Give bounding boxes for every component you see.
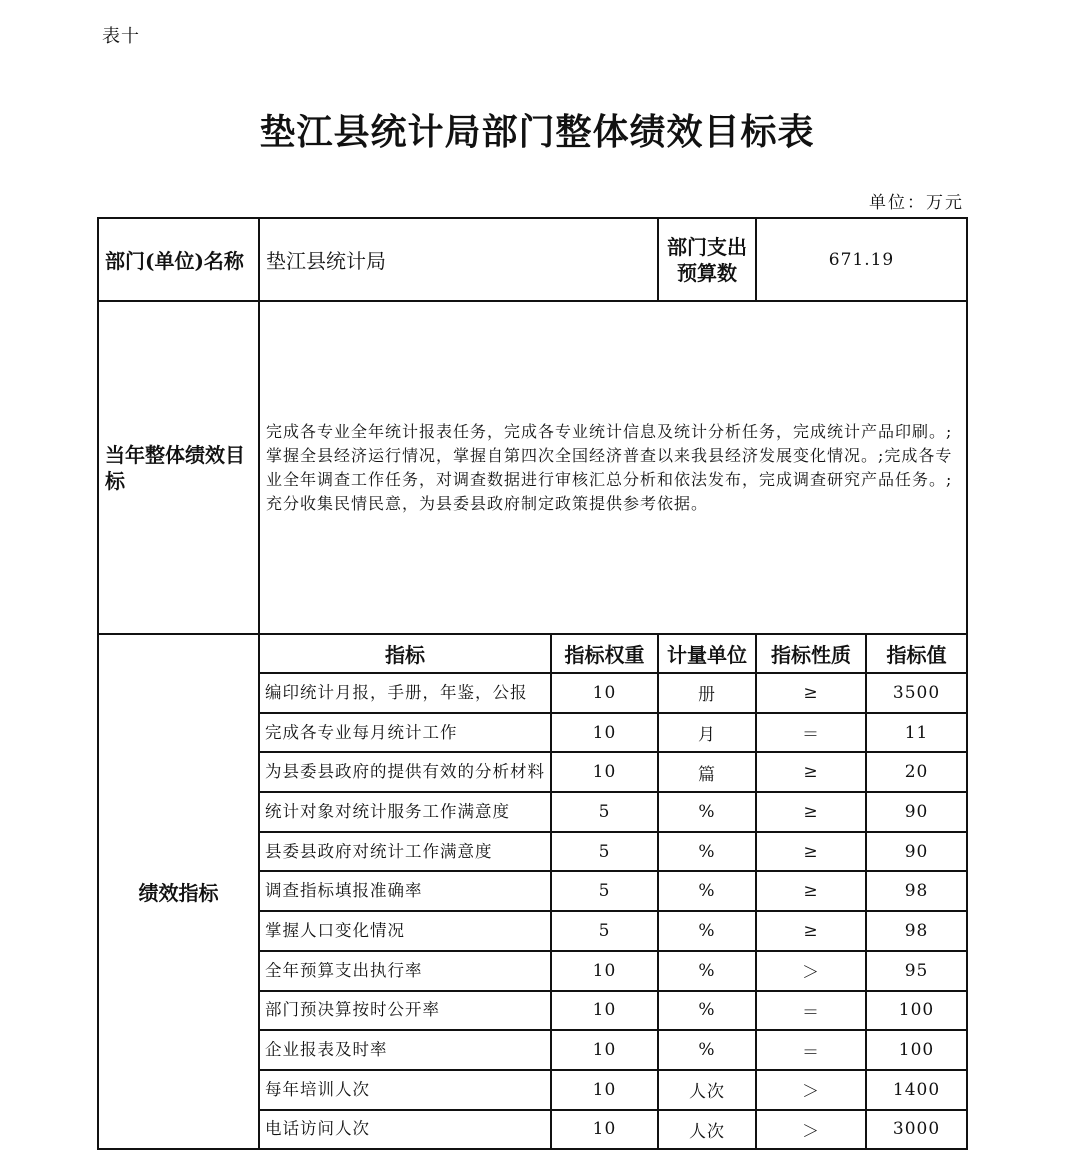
indicator-unit: 人次 — [658, 1110, 756, 1150]
indicator-nature: ≥ — [756, 911, 866, 951]
dept-row — [98, 218, 967, 301]
goal-text: 完成各专业全年统计报表任务，完成各专业统计信息及统计分析任务，完成统计产品印刷。;掌握全县经济运行情况，掌握自第四次全国经济普查以来我县经济发展变化情况。;完成各专业全年调查工作任务，对调查数据进行审核汇总分析和依法发布，完成调查研究产品任务。;充分收集民情民意，为县委县政府制定政策提供参考依据。 — [259, 301, 967, 634]
budget-value: 671.19 — [756, 218, 967, 301]
indicator-value: 98 — [866, 911, 967, 951]
indicator-value: 100 — [866, 991, 967, 1031]
indicator-name: 编印统计月报，手册，年鉴，公报 — [259, 673, 551, 713]
indicator-value: 90 — [866, 832, 967, 872]
indicator-nature: ＞ — [756, 1110, 866, 1150]
indicator-nature: ＝ — [756, 1030, 866, 1070]
indicator-weight: 10 — [551, 713, 658, 753]
indicator-value: 100 — [866, 1030, 967, 1070]
indicator-weight: 10 — [551, 951, 658, 991]
indicator-name: 电话访问人次 — [259, 1110, 551, 1150]
indicator-value: 3000 — [866, 1110, 967, 1150]
indicator-weight: 10 — [551, 991, 658, 1031]
indicator-value: 1400 — [866, 1070, 967, 1110]
indicator-value: 98 — [866, 871, 967, 911]
indicator-nature: ≥ — [756, 752, 866, 792]
header-nature: 指标性质 — [756, 634, 866, 673]
indicator-value: 90 — [866, 792, 967, 832]
indicator-unit: % — [658, 832, 756, 872]
indicator-unit: % — [658, 1030, 756, 1070]
indicator-unit: 月 — [658, 713, 756, 753]
budget-label-line1: 部门支出 — [667, 234, 747, 259]
indicator-nature: ＞ — [756, 1070, 866, 1110]
indicator-weight: 5 — [551, 911, 658, 951]
indicator-name: 县委县政府对统计工作满意度 — [259, 832, 551, 872]
indicator-weight: 10 — [551, 752, 658, 792]
page-title: 垫江县统计局部门整体绩效目标表 — [259, 111, 815, 153]
indicator-nature: ＝ — [756, 991, 866, 1031]
indicator-unit: % — [658, 911, 756, 951]
indicator-nature: ＞ — [756, 951, 866, 991]
indicator-value: 20 — [866, 752, 967, 792]
budget-label-line2: 预算数 — [677, 260, 737, 285]
indicator-nature: ＝ — [756, 713, 866, 753]
indicator-unit: 篇 — [658, 752, 756, 792]
indicator-unit: 人次 — [658, 1070, 756, 1110]
indicator-unit: 册 — [658, 673, 756, 713]
indicator-weight: 10 — [551, 1030, 658, 1070]
indicator-unit: % — [658, 991, 756, 1031]
indicator-name: 部门预决算按时公开率 — [259, 991, 551, 1031]
header-indicator: 指标 — [259, 634, 551, 673]
indicator-nature: ≥ — [756, 792, 866, 832]
indicator-value: 95 — [866, 951, 967, 991]
header-weight: 指标权重 — [551, 634, 658, 673]
indicator-weight: 10 — [551, 673, 658, 713]
indicator-name: 企业报表及时率 — [259, 1030, 551, 1070]
indicator-name: 为县委县政府的提供有效的分析材料 — [259, 752, 551, 792]
indicator-unit: % — [658, 792, 756, 832]
goal-label: 当年整体绩效目标 — [98, 301, 259, 634]
indicator-nature: ≥ — [756, 832, 866, 872]
indicator-unit: % — [658, 951, 756, 991]
indicator-nature: ≥ — [756, 871, 866, 911]
goal-row — [98, 301, 967, 634]
indicator-name: 完成各专业每月统计工作 — [259, 713, 551, 753]
indicator-name: 调查指标填报准确率 — [259, 871, 551, 911]
dept-name-label: 部门(单位)名称 — [98, 218, 259, 301]
budget-label — [658, 218, 756, 301]
indicator-name: 掌握人口变化情况 — [259, 911, 551, 951]
indicator-name: 统计对象对统计服务工作满意度 — [259, 792, 551, 832]
indicator-value: 11 — [866, 713, 967, 753]
dept-name-value: 垫江县统计局 — [259, 218, 658, 301]
indicator-nature: ≥ — [756, 673, 866, 713]
indicator-weight: 5 — [551, 871, 658, 911]
performance-indicators-label: 绩效指标 — [98, 634, 259, 1149]
indicator-unit: % — [658, 871, 756, 911]
table-number-label: 表十 — [102, 26, 140, 47]
header-unit: 计量单位 — [658, 634, 756, 673]
indicator-weight: 5 — [551, 792, 658, 832]
indicator-weight: 5 — [551, 832, 658, 872]
indicator-weight: 10 — [551, 1070, 658, 1110]
performance-target-table — [97, 217, 968, 1150]
indicator-value: 3500 — [866, 673, 967, 713]
indicator-name: 全年预算支出执行率 — [259, 951, 551, 991]
indicator-header-row — [98, 634, 967, 673]
header-value: 指标值 — [866, 634, 967, 673]
unit-label: 单位：万元 — [869, 193, 964, 213]
indicator-name: 每年培训人次 — [259, 1070, 551, 1110]
indicator-weight: 10 — [551, 1110, 658, 1150]
